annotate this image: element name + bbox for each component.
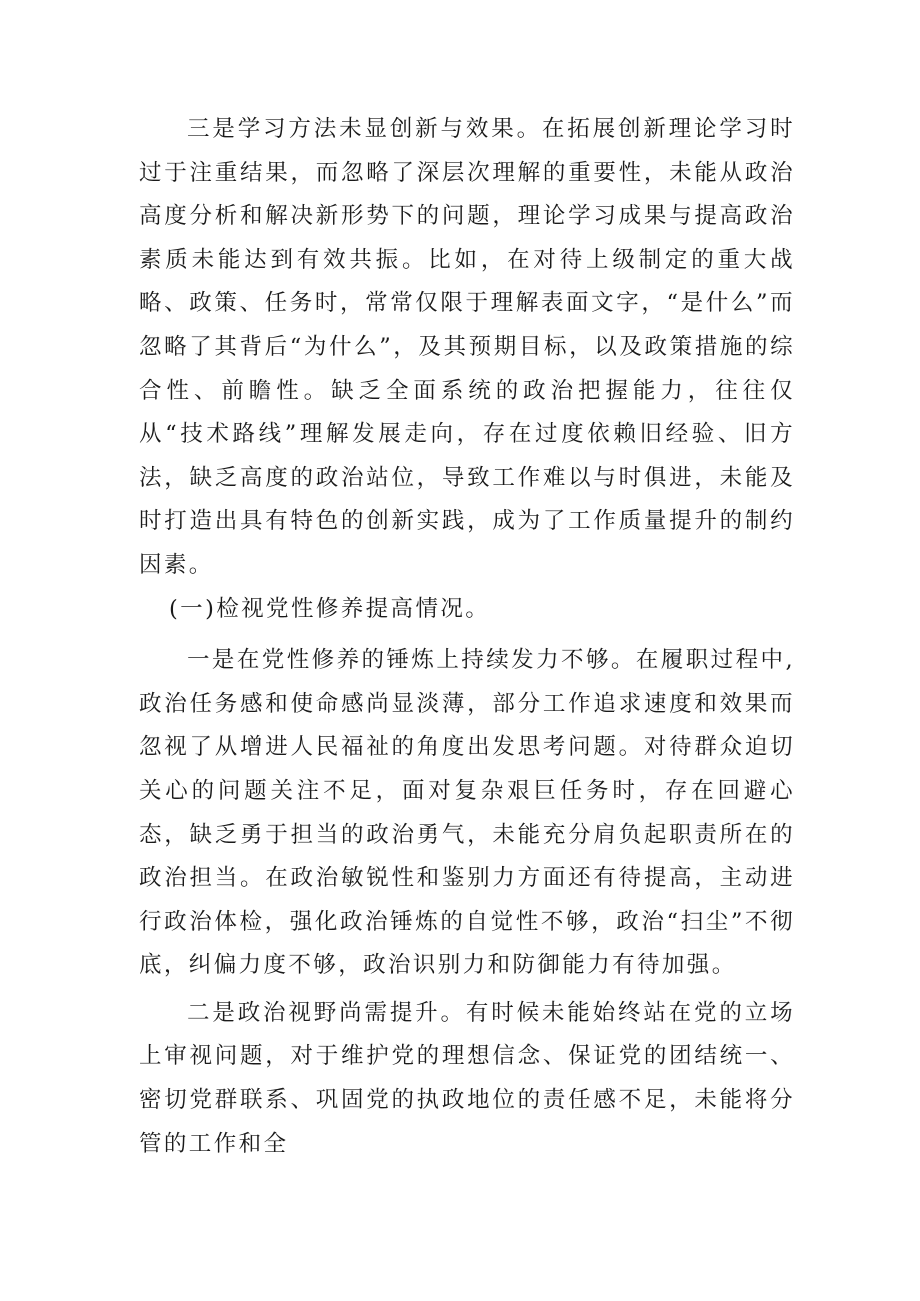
document-body [139, 108, 795, 1166]
section-heading-party-spirit: (一)检视党性修养提高情况。 [169, 595, 491, 622]
paragraph-learning-methods: 三是学习方法未显创新与效果。在拓展创新理论学习时过于注重结果，而忽略了深层次理解的重要性，未能从政治高度分析和解决新形势下的问题，理论学习成果与提高政治素质未能达到有效共振。比如，在对待上级制定的重大战略、政策、任务时，常常仅限于理解表面文字，“是什么”而忽略了其背后“为什么”，及其预期目标，以及政策措施的综合性、前瞻性。缺乏全面系统的政治把握能力，往往仅从“技术路线”理解发展走向，存在过度依赖旧经验、旧方法，缺乏高度的政治站位，导致工作难以与时俱进，未能及时打造出具有特色的创新实践，成为了工作质量提升的制约因素。 [139, 116, 795, 578]
paragraph-political-vision: 二是政治视野尚需提升。有时候未能始终站在党的立场上审视问题，对于维护党的理想信念、保证党的团结统一、密切党群联系、巩固党的执政地位的责任感不足，未能将分管的工作和全 [139, 999, 795, 1157]
paragraph-party-spirit-cultivation: 一是在党性修养的锤炼上持续发力不够。在履职过程中,政治任务感和使命感尚显淡薄，部分工作追求速度和效果而忽视了从增进人民福祉的角度出发思考问题。对待群众迫切关心的问题关注不足，面对复杂艰巨任务时，存在回避心态，缺乏勇于担当的政治勇气，未能充分肩负起职责所在的政治担当。在政治敏锐性和鉴别力方面还有待提高，主动进行政治体检，强化政治锤炼的自觉性不够，政治“扫尘”不彻底，纠偏力度不够，政治识别力和防御能力有待加强。 [139, 647, 795, 979]
